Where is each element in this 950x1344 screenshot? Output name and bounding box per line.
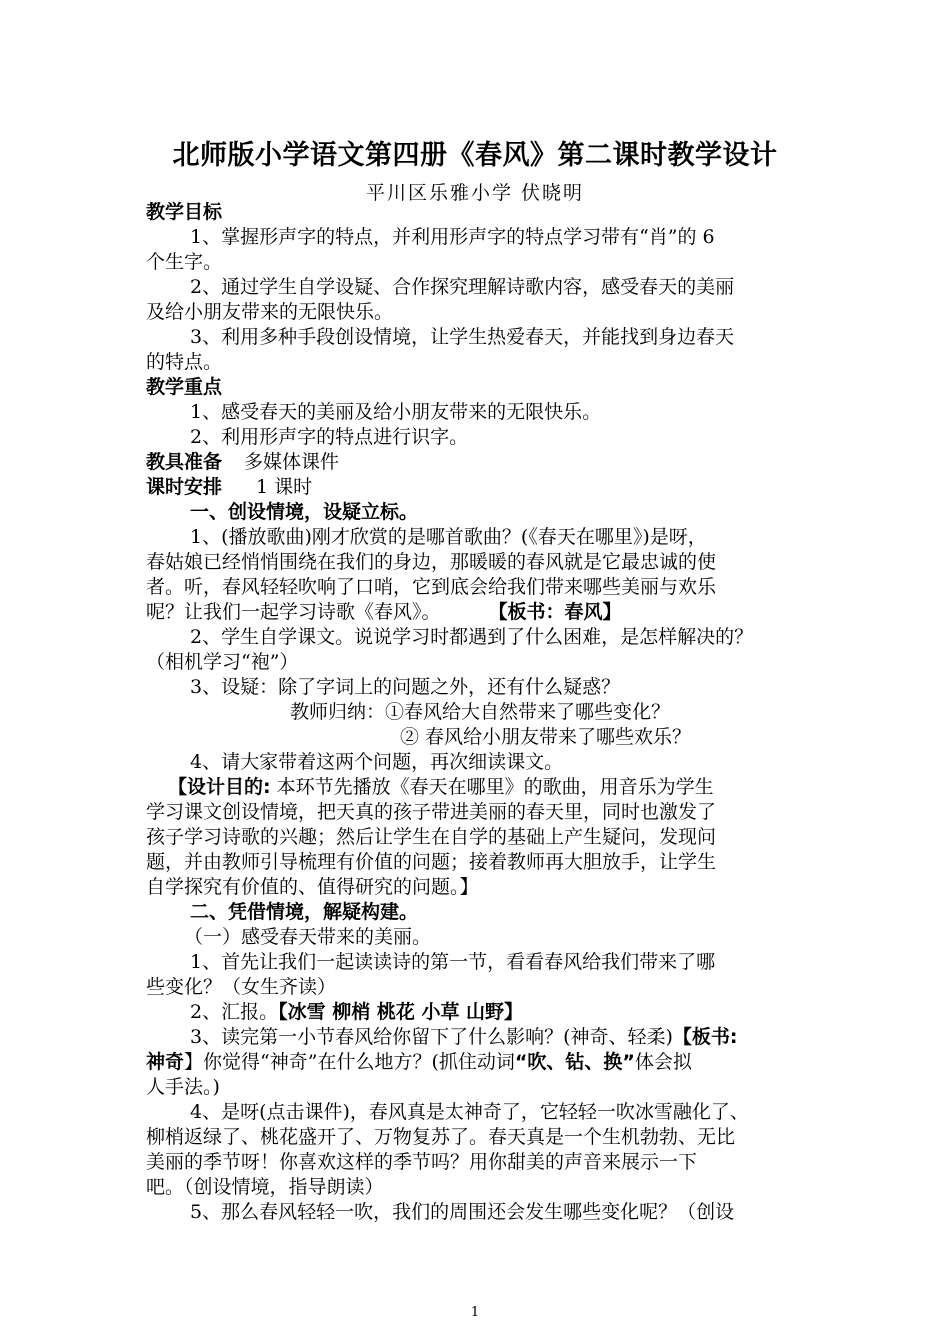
goal-2-line-2: 及给小朋友带来的无限快乐。 [146,301,394,323]
s1-p3: 3、设疑：除了字词上的问题之外，还有什么疑惑？ [190,676,621,698]
s2-p3-line-3: 人手法。) [146,1076,220,1098]
s2-p4-line-4: 吧。（创设情境，指导朗读） [146,1176,384,1198]
s1-p1-line-1: 1、(播放歌曲)刚才欣赏的是哪首歌曲？(《春天在哪里》)是呀， [190,526,707,548]
page-number: 1 [470,1305,480,1320]
schedule-label: 课时安排 [146,476,223,498]
s1-purpose-line-4: 题，并由教师引导梳理有价值的问题；接着教师再大胆放手，让学生 [146,851,717,873]
s2-p2-text: 2、汇报。 [190,1001,279,1023]
s2-p5-line-1: 5、那么春风轻轻一吹，我们的周围还会发生哪些变化呢？（创设 [190,1201,735,1223]
s1-p3-question-2: ② 春风给小朋友带来了哪些欢乐？ [400,726,692,748]
s2-p3-line-1 [190,1025,852,1050]
s1-purpose-line-5: 自学探究有价值的、值得研究的问题。】 [146,876,479,898]
s2-subheading-1: （一）感受春天带来的美丽。 [184,926,432,948]
s2-p3-text: 3、读完第一小节春风给你留下了什么影响？(神奇、轻柔) [190,1026,673,1048]
focus-item-1: 1、感受春天的美丽及给小朋友带来的无限快乐。 [190,401,602,423]
s2-p3-question: 】你觉得“神奇”在什么地方？(抓住动词 [184,1051,515,1073]
s2-p3-tail: 体会拟 [634,1051,692,1073]
s2-p4-line-2: 柳梢返绿了、桃花盛开了、万物复苏了。春天真是一个生机勃勃、无比 [146,1126,736,1148]
goal-2-line-1: 2、通过学生自学设疑、合作探究理解诗歌内容，感受春天的美丽 [190,276,735,298]
s2-p1-line-2: 些变化？（女生齐读） [146,976,337,998]
s1-purpose-line-3: 孩子学习诗歌的兴趣；然后让学生在自学的基础上产生疑问，发现问 [146,826,717,848]
goals-heading: 教学目标 [146,201,223,223]
prep-label: 教具准备 [146,451,223,473]
goal-1-line-1: 1、掌握形声字的特点，并利用形声字的特点学习带有“肖”的 6 [190,226,715,248]
s2-p4-line-1: 4、是呀(点击课件)，春风真是太神奇了，它轻轻一吹冰雪融化了、 [190,1101,749,1123]
prep-value: 多媒体课件 [244,451,340,473]
s2-p1-line-1: 1、首先让我们一起读读诗的第一节，看看春风给我们带来了哪 [190,951,716,973]
s1-p2-line-2: （相机学习“袍”） [146,651,299,673]
prep-line [146,450,808,475]
goal-1-line-2: 个生字。 [146,251,223,273]
purpose-label: 【设计目的: [168,776,271,798]
s2-p3-line-2 [146,1050,808,1075]
s1-p1-line-2: 春姑娘已经悄悄围绕在我们的身边，那暖暖的春风就是它最忠诚的使 [146,551,717,573]
s2-p4-line-3: 美丽的季节呀！你喜欢这样的季节吗？用你甜美的声音来展示一下 [146,1151,698,1173]
s1-p1-line-4 [146,600,808,625]
s1-p2-line-1: 2、学生自学课文。说说学习时都遇到了什么困难，是怎样解决的？ [190,626,754,648]
board-note-spring-wind: 【板书：春风】 [488,601,622,623]
section-2-heading: 二、凭借情境，解疑构建。 [190,901,419,923]
s2-p2-line [190,1000,852,1025]
focus-item-2: 2、利用形声字的特点进行识字。 [190,426,469,448]
section-1-heading: 一、创设情境，设疑立标。 [190,501,419,523]
s1-p1-line-3: 者。听，春风轻轻吹响了口哨，它到底会给我们带来哪些美丽与欢乐 [146,576,717,598]
goal-3-line-2: 的特点。 [146,351,223,373]
board-note-label: 【板书: [672,1026,738,1048]
author-line: 平川区乐雅小学 伏晓明 [365,182,585,204]
s1-purpose-line-1 [168,775,830,800]
verbs-emphasis: “吹、钻、换” [514,1051,635,1073]
focus-heading: 教学重点 [146,376,223,398]
schedule-value: 1 课时 [256,476,313,498]
purpose-text-1: 本环节先播放《春天在哪里》的歌曲，用音乐为学生 [270,776,714,798]
board-note-magic: 神奇 [146,1051,185,1073]
s1-p1-line-4-text: 呢？让我们一起学习诗歌《春风》。 [146,601,441,623]
s1-p4: 4、请大家带着这两个问题，再次细读课文。 [190,751,564,773]
schedule-line [146,475,808,500]
s1-purpose-line-2: 学习课文创设情境，把天真的孩子带进美丽的春天里，同时也激发了 [146,801,717,823]
s1-p3-question-1: 教师归纳：①春风给大自然带来了哪些变化？ [290,701,671,723]
document-title: 北师版小学语文第四册《春风》第二课时教学设计 [172,140,778,171]
goal-3-line-1: 3、利用多种手段创设情境，让学生热爱春天，并能找到身边春天 [190,326,735,348]
board-note-images: 【冰雪 柳梢 桃花 小草 山野】 [278,1001,524,1023]
